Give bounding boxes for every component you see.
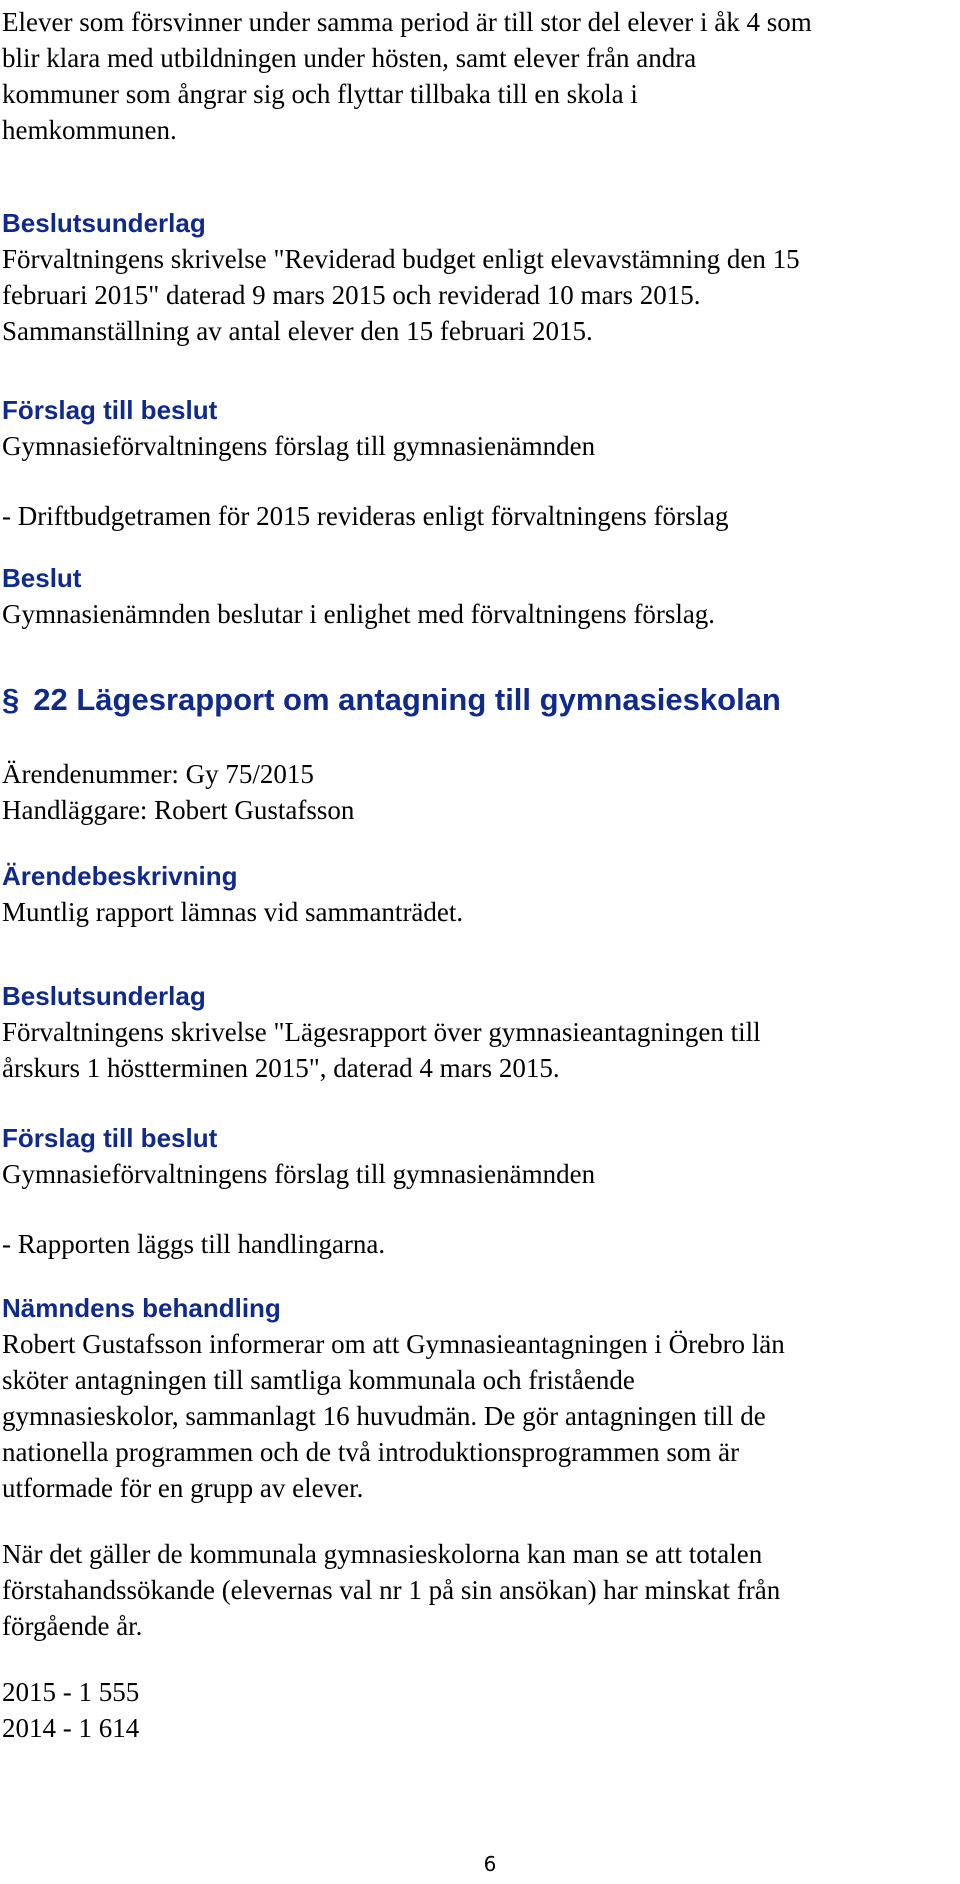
case-handler: Handläggare: Robert Gustafsson	[2, 795, 355, 825]
section-heading: Beslutsunderlag	[2, 981, 206, 1011]
case-number: Ärendenummer: Gy 75/2015	[2, 759, 314, 789]
body-line: förgående år.	[2, 1611, 143, 1641]
intro-line: blir klara med utbildningen under hösten, samt elever från andra	[2, 43, 697, 73]
intro-line: hemkommunen.	[2, 115, 177, 145]
agenda-item-title: 22 Lägesrapport om antagning till gymnasieskolan	[33, 682, 781, 717]
body-line: - Rapporten läggs till handlingarna.	[2, 1229, 386, 1259]
body-line: Förvaltningens skrivelse "Reviderad budget enligt elevavstämning den 15	[2, 244, 800, 274]
section-namndens-behandling	[2, 1290, 952, 1746]
body-line: utformade för en grupp av elever.	[2, 1473, 364, 1503]
section-heading: Förslag till beslut	[2, 1123, 218, 1153]
body-line: nationella programmen och de två introduktionsprogrammen som är	[2, 1437, 740, 1467]
stat-line: 2014 - 1 614	[2, 1713, 140, 1743]
section-beslut	[2, 560, 952, 632]
body-line: Robert Gustafsson informerar om att Gymnasieantagningen i Örebro län	[2, 1329, 785, 1359]
section-forslag-1	[2, 392, 952, 534]
section-arendebeskrivning	[2, 858, 952, 930]
body-line: Förvaltningens skrivelse "Lägesrapport över gymnasieantagningen till	[2, 1017, 761, 1047]
section-heading: Nämndens behandling	[2, 1293, 281, 1323]
section-forslag-2	[2, 1120, 952, 1262]
body-line: sköter antagningen till samtliga kommunala och fristående	[2, 1365, 635, 1395]
section-beslutsunderlag-2	[2, 978, 952, 1086]
case-info	[2, 756, 952, 828]
body-line: förstahandssökande (elevernas val nr 1 på sin ansökan) har minskat från	[2, 1575, 781, 1605]
body-line: När det gäller de kommunala gymnasieskolorna kan man se att totalen	[2, 1539, 763, 1569]
body-line: Sammanställning av antal elever den 15 februari 2015.	[2, 316, 593, 346]
body-line: februari 2015" daterad 9 mars 2015 och reviderad 10 mars 2015.	[2, 280, 701, 310]
section-heading: Beslutsunderlag	[2, 208, 206, 238]
body-line: Muntlig rapport lämnas vid sammanträdet.	[2, 897, 464, 927]
stat-line: 2015 - 1 555	[2, 1677, 140, 1707]
intro-line: kommuner som ångrar sig och flyttar tillbaka till en skola i	[2, 79, 638, 109]
intro-line: Elever som försvinner under samma period är till stor del elever i åk 4 som	[2, 7, 812, 37]
section-heading: Förslag till beslut	[2, 395, 218, 425]
body-line: Gymnasieförvaltningens förslag till gymnasienämnden	[2, 1159, 596, 1189]
body-line: Gymnasieförvaltningens förslag till gymnasienämnden	[2, 431, 596, 461]
section-heading: Beslut	[2, 563, 82, 593]
agenda-item-heading	[2, 680, 781, 720]
section-beslutsunderlag-1	[2, 205, 952, 349]
section-sign: §	[2, 682, 20, 717]
intro-paragraph	[2, 4, 952, 148]
body-line: årskurs 1 höstterminen 2015", daterad 4 mars 2015.	[2, 1053, 560, 1083]
section-heading: Ärendebeskrivning	[2, 861, 238, 891]
body-line: Gymnasienämnden beslutar i enlighet med förvaltningens förslag.	[2, 599, 716, 629]
page-number: 6	[483, 1852, 497, 1876]
body-line: - Driftbudgetramen för 2015 revideras enligt förvaltningens förslag	[2, 501, 729, 531]
body-line: gymnasieskolor, sammanlagt 16 huvudmän. De gör antagningen till de	[2, 1401, 766, 1431]
